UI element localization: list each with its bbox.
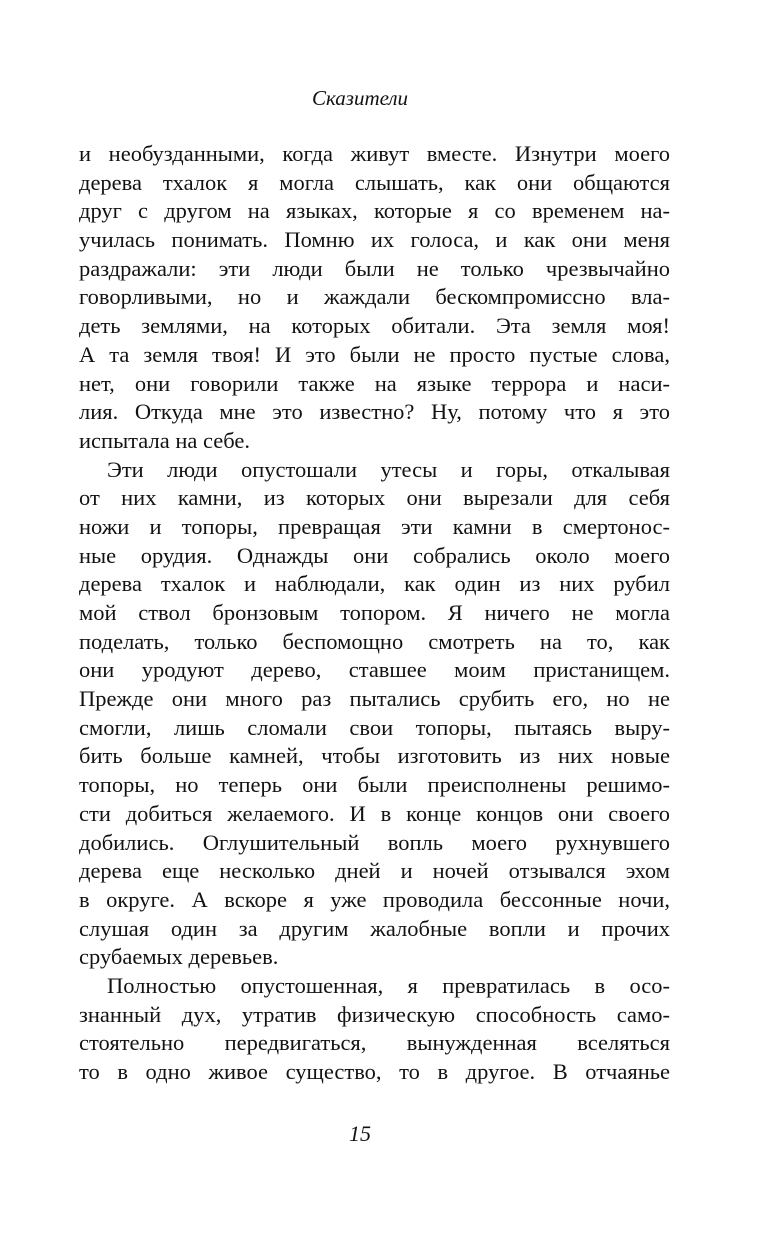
text-line: испытала на себе. [79, 427, 250, 453]
text-line: лия. Откуда мне это известно? Ну, потому что я это [79, 399, 670, 425]
text-line: Эти люди опустошали утесы и горы, откалывая [107, 456, 670, 482]
text-line: слушая один за другим жалобные вопли и прочих [79, 915, 670, 941]
text-line: мой ствол бронзовым топором. Я ничего не могла [79, 600, 670, 625]
text-line: стоятельно передвигаться, вынужденная вселяться [79, 1030, 670, 1056]
text-line: ные орудия. Однажды они собрались около моего [79, 542, 670, 568]
text-line: от них камни, из которых они вырезали для себя [79, 485, 670, 511]
text-line: Полностью опустошенная, я превратилась в осо- [107, 972, 670, 998]
text-line: срубаемых деревьев. [79, 944, 279, 970]
text-line: то в одно живое существо, то в другое. В отчаянье [79, 1059, 670, 1084]
text-line: говорливыми, но и жаждали бескомпромиссно вла- [79, 284, 670, 310]
text-line: и необузданными, когда живут вместе. Изнутри моего [79, 141, 670, 166]
page-number: 15 [349, 1121, 371, 1146]
text-line: бить больше камней, чтобы изготовить из них новые [79, 743, 670, 769]
text-line: нет, они говорили также на языке террора и наси- [79, 370, 670, 396]
text-line: смогли, лишь сломали свои топоры, пытаясь выру- [79, 714, 670, 740]
text-line: сти добиться желаемого. И в конце концов они своего [79, 800, 670, 826]
body-text [79, 140, 670, 1087]
text-line: дерева тхалок и наблюдали, как один из них рубил [79, 571, 670, 597]
text-line: раздражали: эти люди были не только чрезвычайно [79, 255, 670, 281]
paragraph [79, 972, 670, 1087]
text-line: дерева тхалок я могла слышать, как они общаются [79, 169, 670, 195]
text-line: знанный дух, утратив физическую способность само- [79, 1001, 670, 1027]
paragraph [79, 456, 670, 972]
text-line: добились. Оглушительный вопль моего рухнувшего [79, 829, 670, 855]
text-line: ножи и топоры, превращая эти камни в смертонос- [79, 513, 670, 539]
running-header: Сказители [311, 86, 409, 110]
paragraph [79, 140, 670, 456]
text-line: в округе. А вскоре я уже проводила бессонные ночи, [79, 886, 670, 912]
text-line: топоры, но теперь они были преисполнены решимо- [79, 772, 670, 798]
text-line: Прежде они много раз пытались срубить его, но не [79, 686, 670, 712]
text-line: А та земля твоя! И это были не просто пустые слова, [79, 341, 670, 367]
text-line: дерева еще несколько дней и ночей отзывался эхом [79, 858, 670, 884]
text-line: училась понимать. Помню их голоса, и как они меня [79, 227, 670, 253]
text-line: поделать, только беспомощно смотреть на то, как [79, 628, 670, 654]
text-line: деть землями, на которых обитали. Эта земля моя! [79, 313, 670, 339]
text-line: друг с другом на языках, которые я со временем на- [79, 198, 670, 224]
text-line: они уродуют дерево, ставшее моим пристанищем. [79, 657, 670, 683]
